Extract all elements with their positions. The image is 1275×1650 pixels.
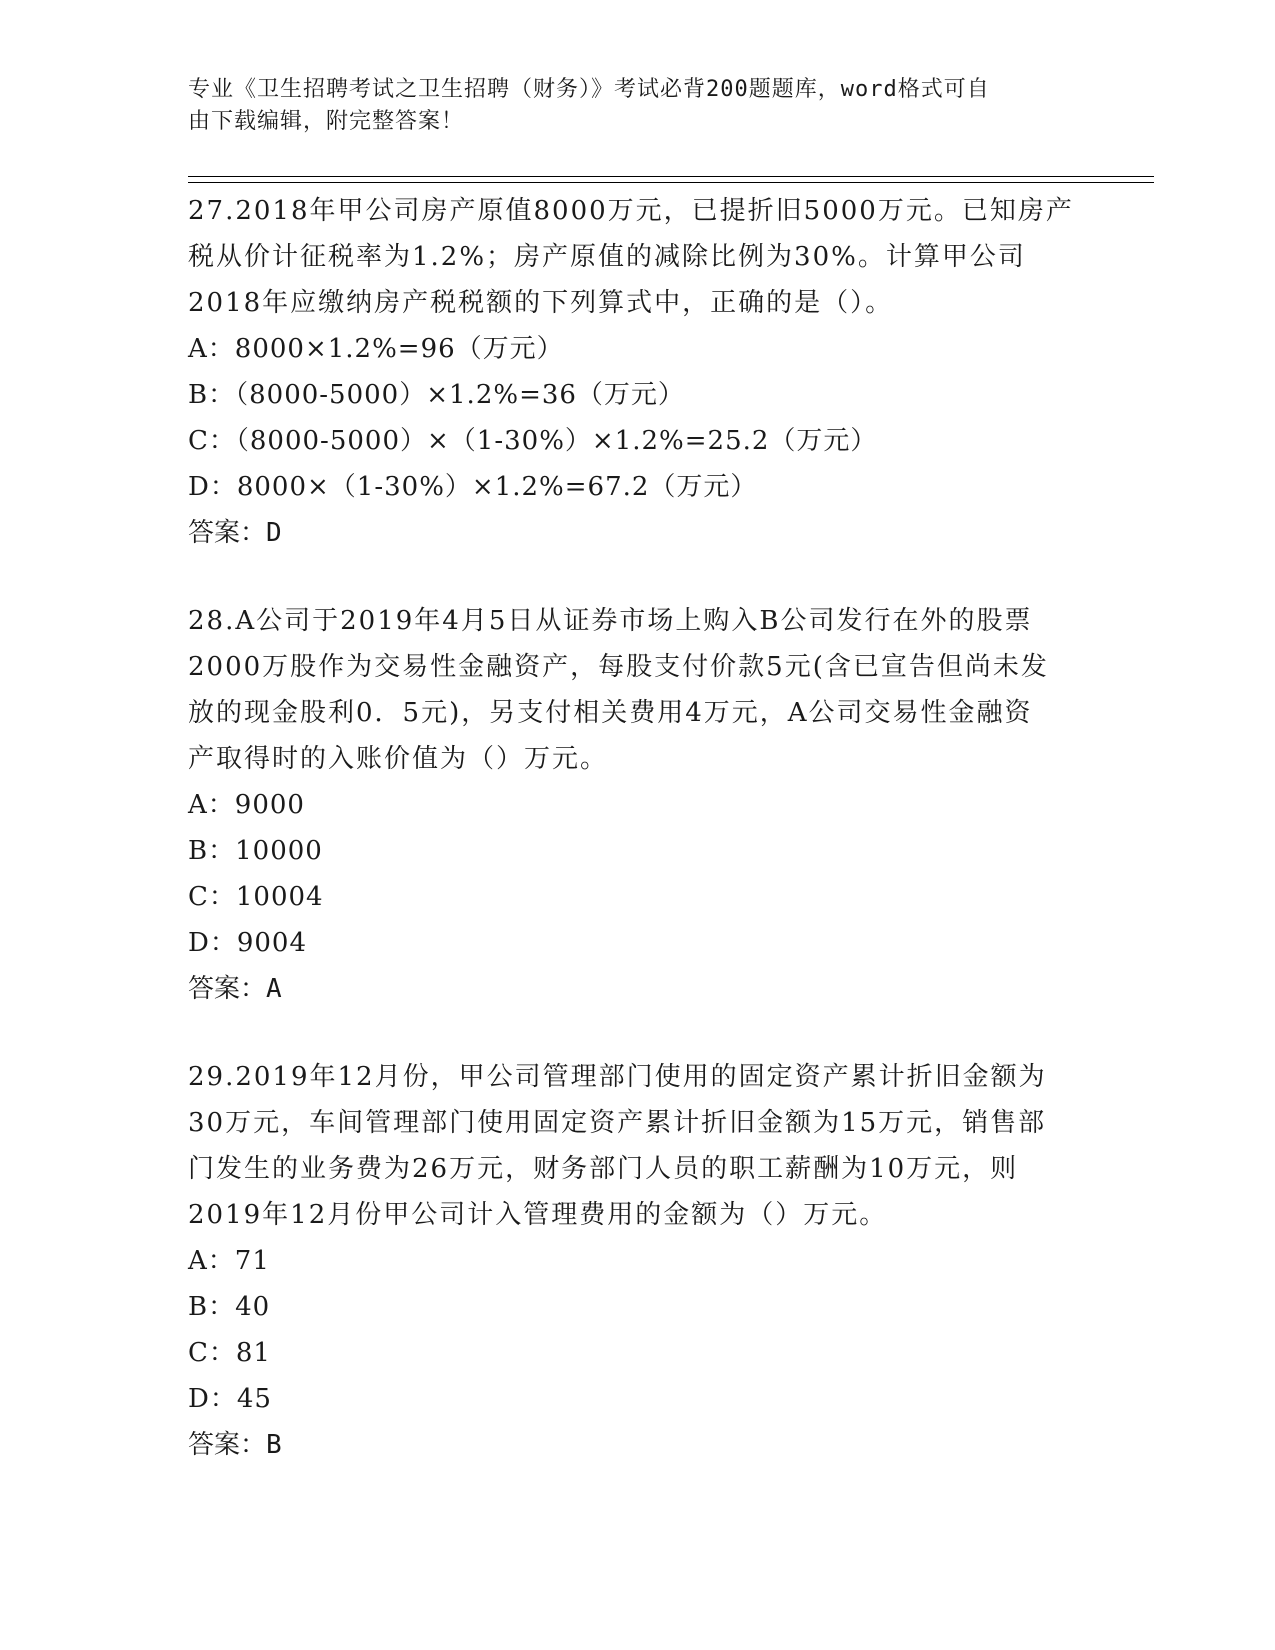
document-header xyxy=(188,74,1068,138)
header-divider-top xyxy=(188,176,1154,177)
question-28 xyxy=(188,598,1088,1012)
question-stem xyxy=(188,188,1088,326)
stem-line: 2018年应缴纳房产税税额的下列算式中，正确的是（）。 xyxy=(188,288,894,318)
option-c: C：10004 xyxy=(188,882,324,912)
option-d: D：45 xyxy=(188,1384,272,1414)
stem-line: 放的现金股利0．5元)，另支付相关费用4万元，A公司交易性金融资 xyxy=(188,698,1033,728)
option-b: B：10000 xyxy=(188,836,323,866)
stem-line: 2019年12月份甲公司计入管理费用的金额为（）万元。 xyxy=(188,1200,888,1230)
option-c: C：81 xyxy=(188,1338,271,1368)
question-stem xyxy=(188,1054,1088,1238)
header-divider-bottom xyxy=(188,182,1154,183)
stem-line: 28.A公司于2019年4月5日从证券市场上购入B公司发行在外的股票 xyxy=(188,606,1033,636)
stem-line: 门发生的业务费为26万元，财务部门人员的职工薪酬为10万元，则 xyxy=(188,1154,1019,1184)
question-27 xyxy=(188,188,1088,556)
header-line-2: 由下载编辑，附完整答案！ xyxy=(188,109,465,134)
stem-line: 29.2019年12月份，甲公司管理部门使用的固定资产累计折旧金额为 xyxy=(188,1062,1047,1092)
question-stem xyxy=(188,598,1088,782)
stem-line: 产取得时的入账价值为（）万元。 xyxy=(188,744,609,774)
option-b: B：40 xyxy=(188,1292,271,1322)
answer: 答案：B xyxy=(188,1430,282,1460)
stem-line: 30万元，车间管理部门使用固定资产累计折旧金额为15万元，销售部 xyxy=(188,1108,1047,1138)
stem-line: 2000万股作为交易性金融资产，每股支付价款5元(含已宣告但尚未发 xyxy=(188,652,1049,682)
option-a: A：9000 xyxy=(188,790,305,820)
option-c: C：（8000-5000）×（1-30%）×1.2%=25.2（万元） xyxy=(188,426,878,456)
answer: 答案：D xyxy=(188,518,282,548)
answer: 答案：A xyxy=(188,974,282,1004)
option-d: D：8000×（1-30%）×1.2%=67.2（万元） xyxy=(188,472,758,502)
stem-line: 27.2018年甲公司房产原值8000万元，已提折旧5000万元。已知房产 xyxy=(188,196,1074,226)
stem-line: 税从价计征税率为1.2%；房产原值的减除比例为30%。计算甲公司 xyxy=(188,242,1026,272)
option-a: A：8000×1.2%=96（万元） xyxy=(188,334,564,364)
option-d: D：9004 xyxy=(188,928,308,958)
question-29 xyxy=(188,1054,1088,1468)
option-b: B：（8000-5000）×1.2%=36（万元） xyxy=(188,380,685,410)
option-a: A：71 xyxy=(188,1246,270,1276)
header-line-1: 专业《卫生招聘考试之卫生招聘（财务）》考试必背200题题库，word格式可自 xyxy=(188,77,990,102)
